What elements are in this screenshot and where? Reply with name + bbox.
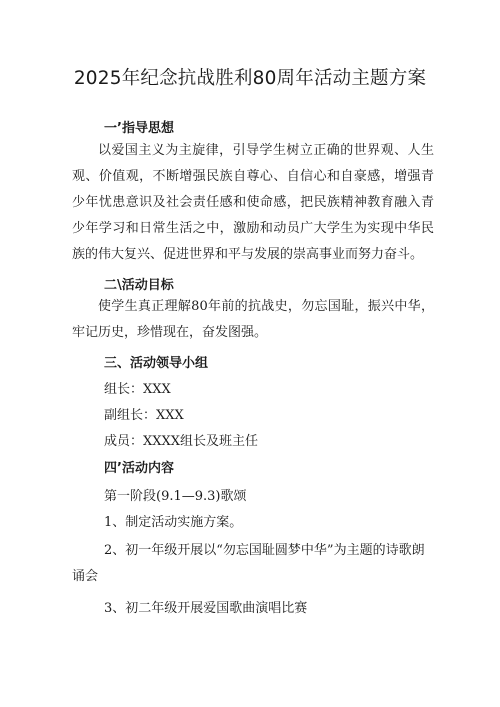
item-three-line: 3、初二年级开展爱国歌曲演唱比赛 (104, 601, 308, 616)
item-two-line: 2、初一年级开展以“勿忘国耻圆梦中华”为主题的诗歌朗 (104, 543, 425, 558)
section-heading-guiding-thought: 一’指导思想 (104, 121, 174, 136)
section-body-activity-goal: 使学生真正理解80年前的抗战史，勿忘国耻，振兴中华，牢记历史，珍惜现在，奋发图强。 (72, 299, 434, 340)
section-heading-activity-goal: 二\活动目标 (104, 278, 174, 293)
leader-line: 组长：XXX (104, 382, 171, 397)
document-title: 2025年纪念抗战胜利80周年活动主题方案 (73, 68, 427, 89)
section-heading-leadership-group: 三、活动领导小组 (104, 356, 209, 371)
members-line: 成员：XXXX组长及班主任 (104, 434, 259, 449)
item-one-line: 1、制定活动实施方案。 (104, 515, 243, 530)
section-body-guiding-thought: 以爱国主义为主旋律，引导学生树立正确的世界观、人生观、价值观，不断增强民族自尊心、自信心和自豪感，增强青少年忧患意识及社会责任感和使命感，把民族精神教育融入青少年学习和日常生活之中，激励和动员广大学生为实现中华民族的伟大复兴、促进世界和平与发展的崇高事业而努力奋斗。 (72, 143, 434, 262)
section-heading-activity-content: 四’活动内容 (104, 461, 174, 476)
item-two-continuation: 诵会 (72, 569, 99, 584)
deputy-leader-line: 副组长：XXX (104, 408, 184, 423)
stage-one-line: 第一阶段(9.1—9.3)歌颂 (104, 489, 247, 504)
